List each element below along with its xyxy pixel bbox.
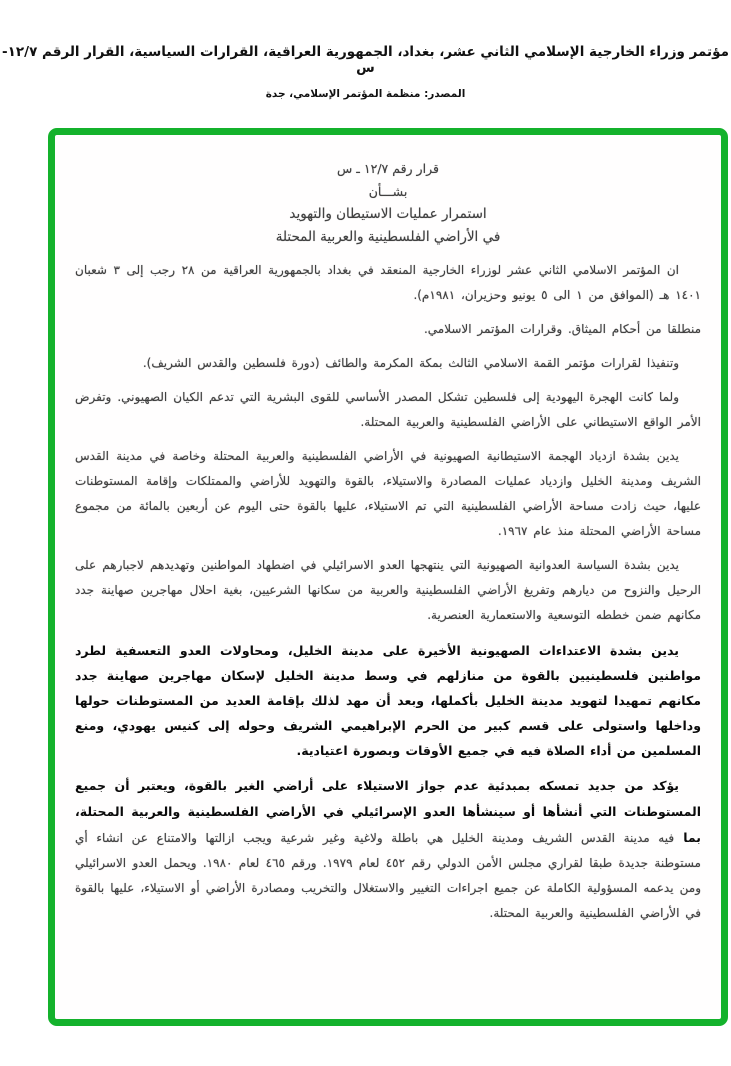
doc-paragraph-summit: وتنفيذا لقرارات مؤتمر القمة الاسلامي الثالث بمكة المكرمة والطائف (دورة فلسطين والقدس الشريف). (142, 356, 679, 370)
resolution-number: قرار رقم ١٢/٧ ـ س (337, 161, 439, 176)
page-header (0, 44, 731, 100)
reaffirm-bold-segment: يؤكد من جديد تمسكه بمبدئية عدم جواز الاستيلاء على أراضي الغير بالقوة، ويعتبر أن جميع المستوطنات التي أنشأها أو سينشأها العدو الإسرائيلي في الأراضي الفلسطينية والعربية المحتلة، بما (75, 778, 701, 845)
regarding-label: بشـــأن (368, 184, 408, 199)
doc-paragraph-condemn-policy: يدين بشدة السياسة العدوانية الصهيونية التي ينتهجها العدو الاسرائيلي في اضطهاد المواطنين وتهديدهم لاجبارهم على الرحيل والنزوح من ديارهم وتفريغ الأراضي الفلسطينية والعربية من سكانها الشرعيين، بغية احلال مهاجرين صهاينة جدد مكانهم ضمن خططه التوسعية والاستعمارية العنصرية. (75, 558, 701, 622)
resolution-subject-line2: في الأراضي الفلسطينية والعربية المحتلة (275, 229, 501, 245)
resolution-title-block (75, 157, 701, 249)
doc-paragraph-migration: ولما كانت الهجرة اليهودية إلى فلسطين تشكل المصدر الأساسي للقوى البشرية التي تدعم الكيان الصهيوني. وتفرض الأمر الواقع الاستيطاني على الأراضي الفلسطينية والعربية المحتلة. (75, 390, 701, 429)
reaffirm-scan-segment: فيه مدينة القدس الشريف ومدينة الخليل هي باطلة ولاغية وغير شرعية ويجب ازالتها والامتناع عن انشاء أي مستوطنة جديدة طبقا لقراري مجلس الأمن الدولي رقم ٤٥٢ لعام ١٩٧٩. ورقم ٤٦٥ لعام ١٩٨٠. ويحمل العدو الاسرائيلي ومن يدعمه المسؤولية الكاملة عن جميع اجراءات التغيير والاستغلال والتخريب ومصادرة الأراضي أو الاستيلاء، عليها بالقوة في الأراضي الفلسطينية والعربية المحتلة. (75, 831, 701, 920)
conference-title: مؤتمر وزراء الخارجية الإسلامي الثاني عشر، بغداد، الجمهورية العراقية، القرارات السياسية، القرار الرقم ١٢/٧- س (2, 44, 729, 76)
scanned-document (75, 151, 701, 1009)
doc-paragraph-preamble: ان المؤتمر الاسلامي الثاني عشر لوزراء الخارجية المنعقد في بغداد بالجمهورية العراقية من ٢٨ رجب إلى ٣ شعبان ١٤٠١ هـ (الموافق من ١ الى ٥ يونيو وحزيران، ١٩٨١م). (75, 263, 701, 302)
doc-paragraph-condemn-settlement: يدين بشدة ازدياد الهجمة الاستيطانية الصهيونية في الأراضي الفلسطينية والعربية المحتلة وخاصة في مدينة القدس الشريف ومدينة الخليل وازدياد عمليات المصادرة والاستيلاء، بالقوة والتهويد للأراضي والممتلكات وإقامة المستوطنات عليها، حيث زادت مساحة الأراضي الفلسطينية التي تم الاستيلاء، عليها بالقوة حتى اليوم عن أربعين بالمائة من مجموع مساحة الأراضي المحتلة منذ عام ١٩٦٧. (75, 449, 701, 538)
source-line: المصدر: منظمة المؤتمر الإسلامي، جدة (265, 88, 466, 100)
doc-paragraph-hebron: يدين بشدة الاعتداءات الصهيونية الأخيرة على مدينة الخليل، ومحاولات العدو التعسفية لطرد مواطنين فلسطينيين بالقوة من منازلهم في وسط مدينة الخليل لإسكان مهاجرين صهاينة جدد مكانهم تمهيدا لتهويد مدينة الخليل بأكملها، وبعد أن مهد لذلك بإقامة العديد من المستوطنات حولها وداخلها واستولى على قسم كبير من الحرم الإبراهيمي الشريف وحوله إلى كنيس يهودي، ومنع المسلمين من أداء الصلاة فيه في جميع الأوقات وبصورة اعتيادية. (75, 643, 701, 758)
document-frame (48, 128, 728, 1026)
doc-paragraph-reaffirm (75, 773, 701, 926)
resolution-subject-line1: استمرار عمليات الاستيطان والتهويد (289, 206, 487, 222)
doc-paragraph-charter: منطلقا من أحكام الميثاق. وقرارات المؤتمر الاسلامي. (423, 322, 701, 336)
